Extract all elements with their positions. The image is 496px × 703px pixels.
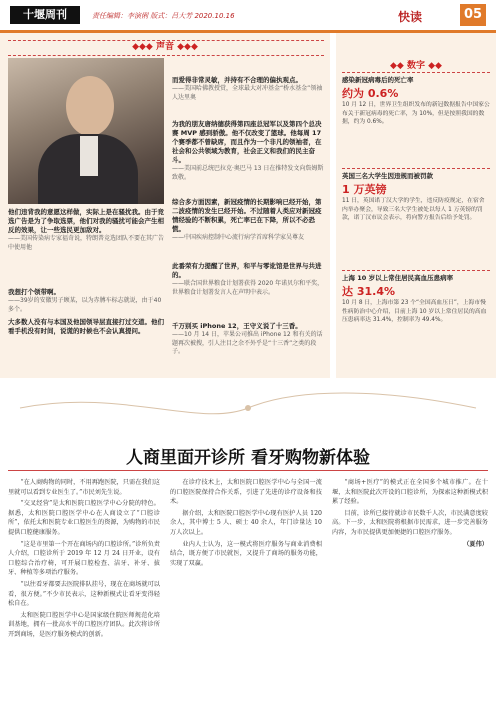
article-paragraph: 太和医院口腔医学中心是国家级住院医师规范化培训基地，拥有一批高水平的口腔医疗团队。此次将诊所开到商场，是医疗服务模式的创新。 bbox=[8, 611, 160, 638]
number-headline: 英国三名大学生因违规而被罚款 bbox=[342, 172, 433, 180]
article-column-1 bbox=[8, 478, 160, 700]
quote-text: 为我的朋友唐纳德获得第四座总冠军以及第四个总决赛 MVP 感到骄傲。他不仅改变了篮球。他每周 17 个赛季都不曾缺席，而且作为一个非凡的领袖者，在社会和公共领域为教育，社会正义和我们的民主奋斗。 bbox=[172, 120, 322, 164]
article-paragraph: “商场+医疗”的模式正在全国多个城市推广。在十堰，太和医院此次开设的口腔诊所，为探索这种新模式积累了经验。 bbox=[332, 479, 488, 506]
article-paragraph: “这是市里第一个开在商场内的口腔诊所。”诊所负责人介绍，口腔诊所于 2019 年 12 月 24 日开业，设有口腔综合治疗椅，可开展口腔检查、洁牙、补牙、拔牙、种植等多项治疗服务。 bbox=[8, 540, 160, 577]
numbers-divider bbox=[342, 72, 490, 73]
article-paragraph: 目前，诊所已接待就诊市民数千人次，市民满意度较高。下一步，太和医院将根据市民需求，进一步完善服务内容，为市民提供更加便捷的口腔医疗服务。 bbox=[332, 509, 488, 536]
article-rule bbox=[8, 470, 488, 471]
quote-text: 大多数人没有与本国及他国领导层直接打过交道。他们看手机没有时间，说谎的时候也不会认真提问。 bbox=[8, 318, 164, 335]
quote-text: 而爱得非常灵敏，并持有不合理的偏执观点。 bbox=[172, 76, 302, 84]
voices-title: ◆◆◆ 声音 ◆◆◆ bbox=[132, 42, 198, 52]
portrait-photo bbox=[8, 58, 164, 204]
numbers-divider bbox=[342, 168, 490, 169]
voices-title-text: 声音 bbox=[155, 42, 174, 52]
quote-text: 我想打个领带啊。 bbox=[8, 288, 60, 296]
quote-source: ——联合国世界粮食计划署获得 2020 年诺贝尔和平奖，世界粮食计划署发言人在声明中表示。 bbox=[172, 280, 324, 296]
section-title: 快读 bbox=[398, 10, 423, 24]
quote-text: 千万别买 iPhone 12，王守义说了十三香。 bbox=[172, 322, 302, 330]
portrait-face bbox=[66, 76, 114, 136]
quote-source: ——美国哈佛教授赏，全球最大对冲基金“桥水基金”领袖人达里奥 bbox=[172, 85, 323, 101]
number-body: 10 月 8 日，上海市第 23 个“全国高血压日”，上海市慢性病防治中心介绍，目前上海 10 岁以上常住居民的高血压患病率达 31.4%，控制率为 49.4%。 bbox=[342, 300, 487, 323]
number-figure: 约为 0.6% bbox=[342, 87, 399, 100]
number-headline: 上海 10 岁以上常住居民高血压患病率 bbox=[342, 274, 454, 282]
numbers-title: ◆◆ 数字 ◆◆ bbox=[390, 61, 442, 71]
quote-source: ——美国传染病专家福奇说，特朗普竞选团队不要在其广告中使用他 bbox=[8, 235, 165, 251]
quote-text: 他们违背我的意愿这样做，实际上是在骚扰我。由于竞选广告是为了争取选票，他们对我的骚扰可能会产生相反的效果，让一些选民更加敌对。 bbox=[8, 208, 164, 234]
number-body: 11 日，英国诺丁汉大学的学生，违反防疫规定，在宿舍内举办聚会，导致三名大学生被处以每人 1 万英镑的罚款，诺丁汉市议会表示，将向警方报告后给予处罚。 bbox=[342, 198, 485, 221]
numbers-title-text: 数字 bbox=[406, 61, 425, 71]
article-paragraph: “交叉经营”是太和医院口腔医学中心分院的特色。据悉，太和医院口腔医学中心在人商设立了“口腔诊所”，依托太和医院专业口腔医生的资源，为购物的市民提供口腔健康服务。 bbox=[8, 500, 160, 536]
quote-source: ——39岁的安徽男子顾某，以为赤膊车标志就说，由于40多个。 bbox=[8, 297, 162, 313]
page-number: 05 bbox=[460, 4, 486, 26]
ornament-divider bbox=[0, 380, 496, 436]
portrait-shirt bbox=[80, 136, 98, 176]
article-paragraph: “在人商购物的同时，不用再跑医院，只需在我们这里就可以看到专业医生了。”市民刘先生说。 bbox=[8, 479, 160, 496]
article-column-3 bbox=[332, 478, 488, 700]
number-figure: 达 31.4% bbox=[342, 285, 395, 298]
article-paragraph: 在诊疗技术上，太和医院口腔医学中心与全国一流的口腔医院保持合作关系，引进了先进的诊疗设备和技术。 bbox=[170, 479, 322, 506]
quote-source: ——中国疾病控制中心流行病学首席科学家吴尊友 bbox=[172, 234, 305, 241]
quote-text: 此番荣有力提醒了世界，和平与零讹馆是世界与共进的。 bbox=[172, 262, 322, 279]
masthead-logo: 十堰周刊 bbox=[10, 6, 80, 24]
article-paragraph: “以往看牙都要去医院排队挂号，现在在商场就可以看，很方便。”不少市民表示，这种新模式让看牙变得轻松自在。 bbox=[8, 580, 160, 608]
editor-meta: 责任编辑：李演俐 版式：吕大芳 2020.10.16 bbox=[92, 12, 235, 20]
number-headline: 感染新冠病毒后的死亡率 bbox=[342, 76, 414, 84]
numbers-divider bbox=[342, 270, 490, 271]
quote-source: ——10 月 14 日，苹果公司推出 iPhone 12 和有关的话题再次被搜，引人注目之余不外乎是“十三香”之类的段子。 bbox=[172, 331, 323, 355]
number-figure: 1 万英镑 bbox=[342, 183, 387, 196]
quote-source: ——美国前总统巴拉克·奥巴马 13 日在推特发文向詹姆斯致敬。 bbox=[172, 165, 324, 181]
article-column-2 bbox=[170, 478, 322, 700]
quote-text: 综合多方面因素，新冠疫情的长期影响已经开始，第二波疫情的发生已经开始。不过随着人类应对新冠疫情经验的不断积累，死亡率已在下降，所以不必恐慌。 bbox=[172, 198, 322, 233]
article-paragraph: 据介绍，太和医院口腔医学中心现有医护人员 120 余人，其中博士 5 人、硕士 40 余人，年门诊量达 10 万人次以上。 bbox=[170, 509, 322, 536]
number-body: 10 月 12 日，世界卫生组织发布的新冠数据报告中国家公布关于新冠病毒的死亡率，为 10%，但是按照我国的数据，约为 0.6%。 bbox=[342, 102, 490, 125]
article-paragraph: 业内人士认为，这一模式将医疗服务与商业消费相结合，既方便了市民就医，又提升了商场的服务功能，实现了双赢。 bbox=[170, 540, 322, 567]
article-byline: （夏伟） bbox=[463, 540, 488, 548]
article-title: 人商里面开诊所 看牙购物新体验 bbox=[126, 448, 370, 468]
